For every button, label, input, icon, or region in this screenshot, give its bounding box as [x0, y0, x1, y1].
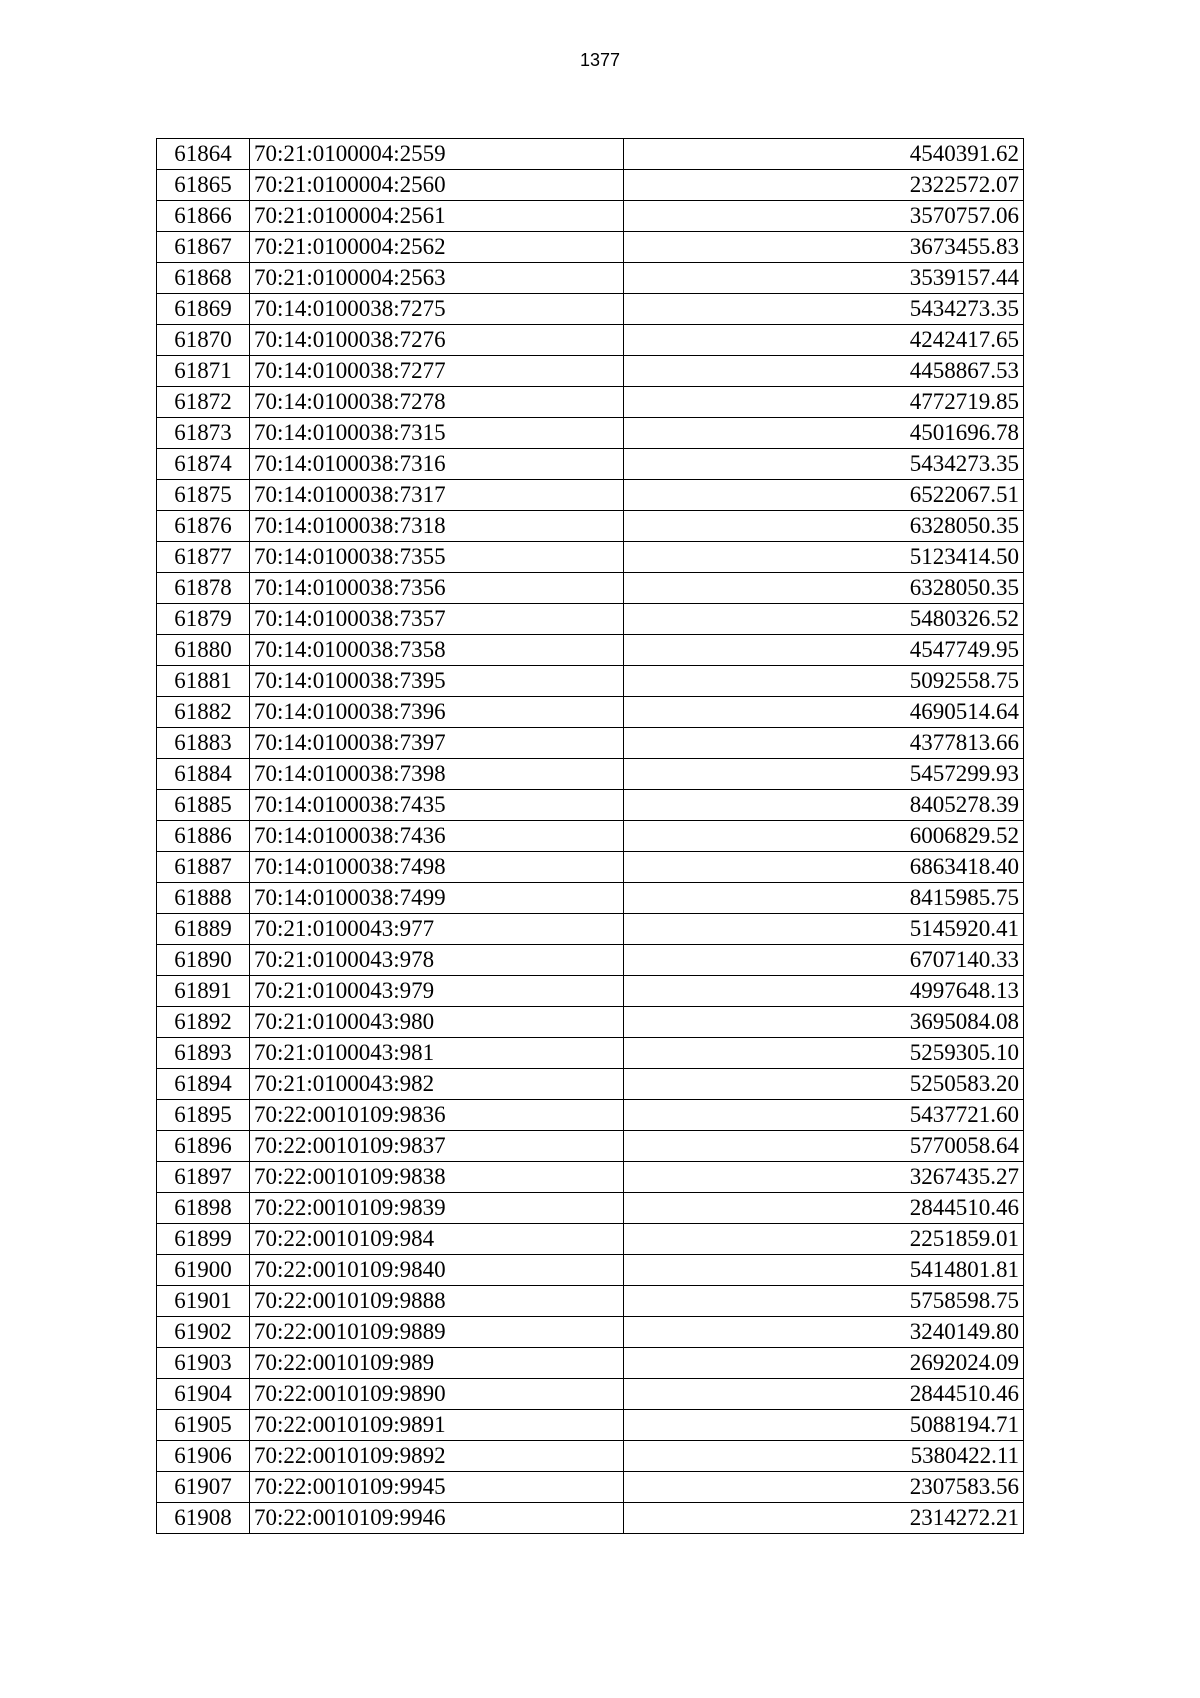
- row-number-cell: 61889: [157, 914, 250, 945]
- cadastral-value-cell: 3539157.44: [624, 263, 1024, 294]
- cadastral-number-cell: 70:14:0100038:7356: [250, 573, 624, 604]
- table-row: [157, 1503, 1024, 1534]
- row-number-cell: 61881: [157, 666, 250, 697]
- cadastral-number-cell: 70:14:0100038:7398: [250, 759, 624, 790]
- row-number-cell: 61870: [157, 325, 250, 356]
- cadastral-value-cell: 3570757.06: [624, 201, 1024, 232]
- cadastral-number-cell: 70:14:0100038:7278: [250, 387, 624, 418]
- table-row: [157, 1317, 1024, 1348]
- table-row: [157, 449, 1024, 480]
- cadastral-value-cell: 3240149.80: [624, 1317, 1024, 1348]
- row-number-cell: 61882: [157, 697, 250, 728]
- row-number-cell: 61900: [157, 1255, 250, 1286]
- cadastral-number-cell: 70:21:0100004:2563: [250, 263, 624, 294]
- row-number-cell: 61879: [157, 604, 250, 635]
- cadastral-number-cell: 70:21:0100043:980: [250, 1007, 624, 1038]
- row-number-cell: 61902: [157, 1317, 250, 1348]
- cadastral-value-cell: 6328050.35: [624, 573, 1024, 604]
- cadastral-number-cell: 70:21:0100004:2562: [250, 232, 624, 263]
- table-body: [157, 139, 1024, 1534]
- cadastral-number-cell: 70:21:0100043:981: [250, 1038, 624, 1069]
- cadastral-number-cell: 70:22:0010109:9946: [250, 1503, 624, 1534]
- table-row: [157, 573, 1024, 604]
- table-row: [157, 1069, 1024, 1100]
- cadastral-number-cell: 70:14:0100038:7396: [250, 697, 624, 728]
- cadastral-value-cell: 2307583.56: [624, 1472, 1024, 1503]
- cadastral-value-cell: 5250583.20: [624, 1069, 1024, 1100]
- cadastral-number-cell: 70:14:0100038:7315: [250, 418, 624, 449]
- cadastral-number-cell: 70:22:0010109:9892: [250, 1441, 624, 1472]
- cadastral-value-cell: 5380422.11: [624, 1441, 1024, 1472]
- row-number-cell: 61873: [157, 418, 250, 449]
- table-row: [157, 697, 1024, 728]
- cadastral-value-cell: 3695084.08: [624, 1007, 1024, 1038]
- cadastral-value-cell: 4547749.95: [624, 635, 1024, 666]
- cadastral-value-cell: 6006829.52: [624, 821, 1024, 852]
- cadastral-number-cell: 70:22:0010109:9836: [250, 1100, 624, 1131]
- cadastral-value-cell: 8405278.39: [624, 790, 1024, 821]
- cadastral-value-cell: 5145920.41: [624, 914, 1024, 945]
- row-number-cell: 61883: [157, 728, 250, 759]
- cadastral-value-cell: 4540391.62: [624, 139, 1024, 170]
- row-number-cell: 61905: [157, 1410, 250, 1441]
- cadastral-value-cell: 4772719.85: [624, 387, 1024, 418]
- row-number-cell: 61894: [157, 1069, 250, 1100]
- cadastral-number-cell: 70:21:0100004:2560: [250, 170, 624, 201]
- row-number-cell: 61888: [157, 883, 250, 914]
- table-row: [157, 728, 1024, 759]
- table-row: [157, 1348, 1024, 1379]
- table-row: [157, 356, 1024, 387]
- table-row: [157, 1007, 1024, 1038]
- table-row: [157, 635, 1024, 666]
- cadastral-value-cell: 5088194.71: [624, 1410, 1024, 1441]
- row-number-cell: 61903: [157, 1348, 250, 1379]
- table-row: [157, 1100, 1024, 1131]
- table-row: [157, 1131, 1024, 1162]
- row-number-cell: 61893: [157, 1038, 250, 1069]
- cadastral-number-cell: 70:14:0100038:7397: [250, 728, 624, 759]
- row-number-cell: 61904: [157, 1379, 250, 1410]
- table-row: [157, 201, 1024, 232]
- cadastral-value-cell: 4377813.66: [624, 728, 1024, 759]
- cadastral-value-cell: 5259305.10: [624, 1038, 1024, 1069]
- table-row: [157, 945, 1024, 976]
- cadastral-number-cell: 70:22:0010109:9840: [250, 1255, 624, 1286]
- cadastral-number-cell: 70:22:0010109:9890: [250, 1379, 624, 1410]
- cadastral-number-cell: 70:14:0100038:7357: [250, 604, 624, 635]
- cadastral-number-cell: 70:22:0010109:984: [250, 1224, 624, 1255]
- cadastral-number-cell: 70:14:0100038:7277: [250, 356, 624, 387]
- data-table: [156, 138, 1024, 1534]
- cadastral-number-cell: 70:14:0100038:7318: [250, 511, 624, 542]
- cadastral-value-cell: 5770058.64: [624, 1131, 1024, 1162]
- row-number-cell: 61875: [157, 480, 250, 511]
- cadastral-number-cell: 70:21:0100043:978: [250, 945, 624, 976]
- cadastral-value-cell: 5758598.75: [624, 1286, 1024, 1317]
- table-row: [157, 1193, 1024, 1224]
- cadastral-number-cell: 70:22:0010109:9839: [250, 1193, 624, 1224]
- row-number-cell: 61868: [157, 263, 250, 294]
- cadastral-number-cell: 70:21:0100004:2561: [250, 201, 624, 232]
- cadastral-value-cell: 6863418.40: [624, 852, 1024, 883]
- cadastral-number-cell: 70:14:0100038:7275: [250, 294, 624, 325]
- table-row: [157, 1379, 1024, 1410]
- cadastral-value-cell: 6707140.33: [624, 945, 1024, 976]
- cadastral-value-cell: 5457299.93: [624, 759, 1024, 790]
- table-row: [157, 387, 1024, 418]
- table-row: [157, 325, 1024, 356]
- row-number-cell: 61901: [157, 1286, 250, 1317]
- row-number-cell: 61872: [157, 387, 250, 418]
- cadastral-number-cell: 70:14:0100038:7316: [250, 449, 624, 480]
- cadastral-value-cell: 4690514.64: [624, 697, 1024, 728]
- row-number-cell: 61892: [157, 1007, 250, 1038]
- table-row: [157, 1255, 1024, 1286]
- cadastral-value-cell: 4458867.53: [624, 356, 1024, 387]
- cadastral-number-cell: 70:21:0100043:979: [250, 976, 624, 1007]
- row-number-cell: 61907: [157, 1472, 250, 1503]
- cadastral-number-cell: 70:14:0100038:7435: [250, 790, 624, 821]
- cadastral-number-cell: 70:22:0010109:9837: [250, 1131, 624, 1162]
- cadastral-number-cell: 70:14:0100038:7355: [250, 542, 624, 573]
- table-row: [157, 139, 1024, 170]
- row-number-cell: 61891: [157, 976, 250, 1007]
- cadastral-number-cell: 70:22:0010109:9891: [250, 1410, 624, 1441]
- table-row: [157, 542, 1024, 573]
- cadastral-number-cell: 70:14:0100038:7276: [250, 325, 624, 356]
- cadastral-value-cell: 5414801.81: [624, 1255, 1024, 1286]
- table-row: [157, 294, 1024, 325]
- row-number-cell: 61869: [157, 294, 250, 325]
- cadastral-number-cell: 70:14:0100038:7436: [250, 821, 624, 852]
- cadastral-value-cell: 4501696.78: [624, 418, 1024, 449]
- cadastral-value-cell: 2251859.01: [624, 1224, 1024, 1255]
- cadastral-value-cell: 6522067.51: [624, 480, 1024, 511]
- row-number-cell: 61877: [157, 542, 250, 573]
- row-number-cell: 61899: [157, 1224, 250, 1255]
- page-number: 1377: [579, 50, 621, 70]
- cadastral-number-cell: 70:22:0010109:9888: [250, 1286, 624, 1317]
- row-number-cell: 61906: [157, 1441, 250, 1472]
- table-row: [157, 666, 1024, 697]
- cadastral-number-cell: 70:14:0100038:7358: [250, 635, 624, 666]
- row-number-cell: 61880: [157, 635, 250, 666]
- table-row: [157, 1441, 1024, 1472]
- row-number-cell: 61878: [157, 573, 250, 604]
- cadastral-number-cell: 70:22:0010109:989: [250, 1348, 624, 1379]
- row-number-cell: 61908: [157, 1503, 250, 1534]
- row-number-cell: 61874: [157, 449, 250, 480]
- table-row: [157, 1162, 1024, 1193]
- table-row: [157, 821, 1024, 852]
- row-number-cell: 61865: [157, 170, 250, 201]
- table-row: [157, 1038, 1024, 1069]
- cadastral-value-cell: 2844510.46: [624, 1193, 1024, 1224]
- row-number-cell: 61884: [157, 759, 250, 790]
- cadastral-number-cell: 70:14:0100038:7395: [250, 666, 624, 697]
- row-number-cell: 61896: [157, 1131, 250, 1162]
- cadastral-value-cell: 2692024.09: [624, 1348, 1024, 1379]
- table-row: [157, 418, 1024, 449]
- table-row: [157, 263, 1024, 294]
- table-row: [157, 759, 1024, 790]
- cadastral-value-cell: 5437721.60: [624, 1100, 1024, 1131]
- table-row: [157, 914, 1024, 945]
- cadastral-value-cell: 4997648.13: [624, 976, 1024, 1007]
- table-row: [157, 1410, 1024, 1441]
- table-row: [157, 511, 1024, 542]
- cadastral-number-cell: 70:14:0100038:7498: [250, 852, 624, 883]
- cadastral-number-cell: 70:21:0100043:977: [250, 914, 624, 945]
- table-row: [157, 976, 1024, 1007]
- row-number-cell: 61871: [157, 356, 250, 387]
- row-number-cell: 61887: [157, 852, 250, 883]
- row-number-cell: 61876: [157, 511, 250, 542]
- row-number-cell: 61866: [157, 201, 250, 232]
- table-row: [157, 790, 1024, 821]
- table-row: [157, 170, 1024, 201]
- cadastral-value-cell: 6328050.35: [624, 511, 1024, 542]
- row-number-cell: 61897: [157, 1162, 250, 1193]
- cadastral-number-cell: 70:22:0010109:9838: [250, 1162, 624, 1193]
- row-number-cell: 61895: [157, 1100, 250, 1131]
- cadastral-value-cell: 5092558.75: [624, 666, 1024, 697]
- table-row: [157, 852, 1024, 883]
- table-row: [157, 883, 1024, 914]
- cadastral-value-cell: 5123414.50: [624, 542, 1024, 573]
- cadastral-number-cell: 70:22:0010109:9889: [250, 1317, 624, 1348]
- row-number-cell: 61864: [157, 139, 250, 170]
- table-row: [157, 1224, 1024, 1255]
- cadastral-value-cell: 2322572.07: [624, 170, 1024, 201]
- cadastral-value-cell: 2314272.21: [624, 1503, 1024, 1534]
- table-row: [157, 480, 1024, 511]
- cadastral-value-cell: 2844510.46: [624, 1379, 1024, 1410]
- cadastral-number-cell: 70:14:0100038:7499: [250, 883, 624, 914]
- table-row: [157, 604, 1024, 635]
- row-number-cell: 61867: [157, 232, 250, 263]
- row-number-cell: 61885: [157, 790, 250, 821]
- row-number-cell: 61898: [157, 1193, 250, 1224]
- cadastral-number-cell: 70:21:0100043:982: [250, 1069, 624, 1100]
- cadastral-value-cell: 5434273.35: [624, 449, 1024, 480]
- cadastral-value-cell: 5434273.35: [624, 294, 1024, 325]
- row-number-cell: 61886: [157, 821, 250, 852]
- cadastral-number-cell: 70:14:0100038:7317: [250, 480, 624, 511]
- cadastral-value-cell: 8415985.75: [624, 883, 1024, 914]
- table-row: [157, 1472, 1024, 1503]
- table-row: [157, 232, 1024, 263]
- row-number-cell: 61890: [157, 945, 250, 976]
- cadastral-number-cell: 70:22:0010109:9945: [250, 1472, 624, 1503]
- cadastral-value-cell: 3267435.27: [624, 1162, 1024, 1193]
- table-row: [157, 1286, 1024, 1317]
- cadastral-value-cell: 3673455.83: [624, 232, 1024, 263]
- cadastral-value-cell: 5480326.52: [624, 604, 1024, 635]
- cadastral-number-cell: 70:21:0100004:2559: [250, 139, 624, 170]
- cadastral-value-cell: 4242417.65: [624, 325, 1024, 356]
